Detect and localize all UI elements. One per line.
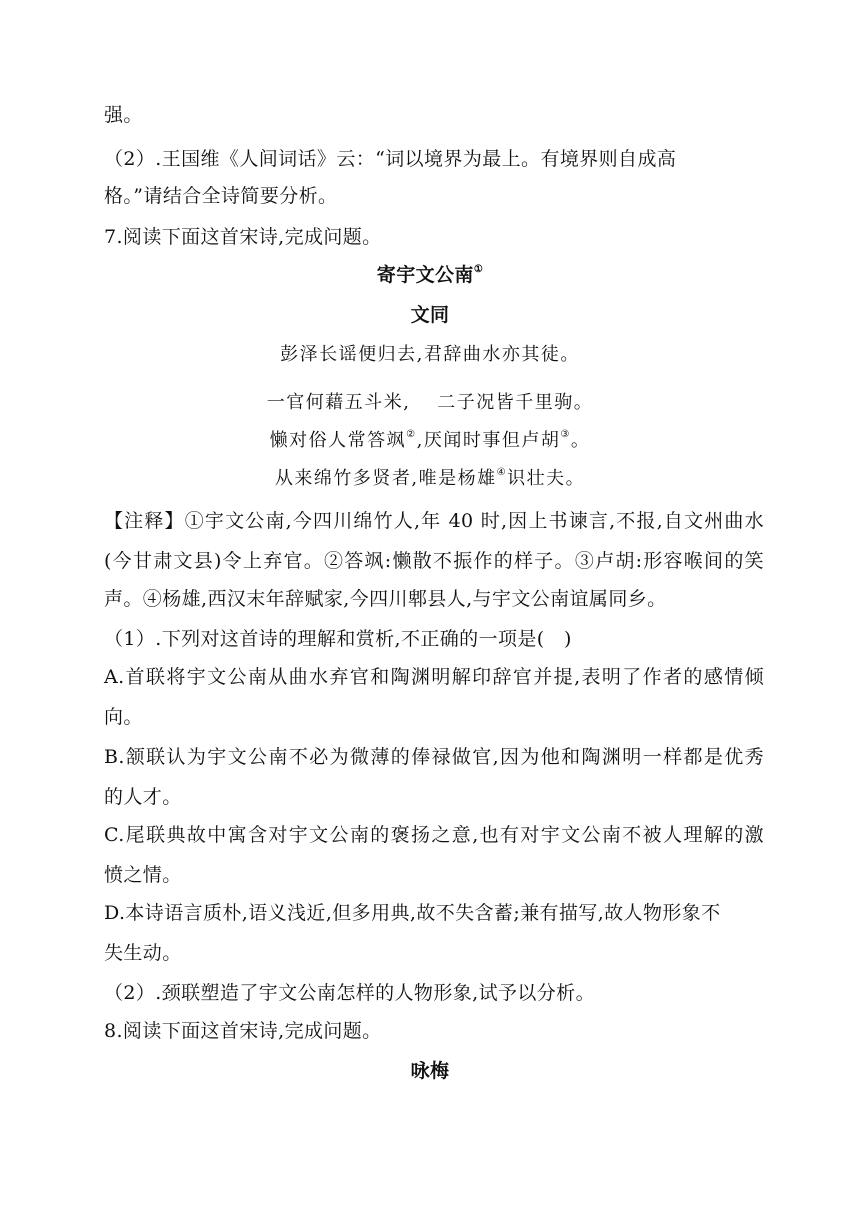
poem-line: 一官何藉五斗米, 二子况皆千里驹。 [266, 392, 594, 413]
poem-line-part: ,厌闻时事但卢胡 [416, 430, 561, 451]
option-d-cont: 失生动。 [104, 942, 182, 964]
annotation-line: 【注释】①宇文公南,今四川绵竹人,年 40 时,因上书谏言,不报,自文州曲水 [104, 510, 764, 532]
annotation-line: (今甘肃文县)令上弃官。②答飒:懒散不振作的样子。③卢胡:形容喉间的笑 [104, 550, 764, 572]
question-7-heading: 7.阅读下面这首宋诗,完成问题。 [104, 226, 382, 248]
text-line: 强。 [104, 104, 143, 126]
poem-title [0, 262, 860, 288]
poem-line-part: 。 [570, 430, 591, 451]
footnote-marker: ② [406, 429, 417, 440]
poem-title: 咏梅 [410, 1060, 450, 1082]
footnote-marker: ③ [560, 429, 571, 440]
question-7-2: （2）.颈联塑造了宇文公南怎样的人物形象,试予以分析。 [104, 982, 595, 1004]
option-a-cont: 向。 [104, 706, 143, 728]
option-a: A.首联将宇文公南从曲水弃官和陶渊明解印辞官并提,表明了作者的感情倾 [104, 666, 764, 688]
poem-title-text: 寄宇文公南 [376, 264, 474, 286]
question-6-2: （2）.王国维《人间词话》云：“词以境界为最上。有境界则自成高 [104, 148, 677, 170]
poem-line-part: 从来绵竹多贤者,唯是杨雄 [274, 468, 497, 489]
option-c-cont: 愤之情。 [104, 864, 182, 886]
footnote-marker: ① [473, 263, 484, 275]
poem-line: 彭泽长谣便归去,君辞曲水亦其徒。 [280, 344, 580, 365]
footnote-marker: ④ [496, 467, 508, 478]
question-8-heading: 8.阅读下面这首宋诗,完成问题。 [104, 1020, 382, 1042]
annotation-line: 声。④杨雄,西汉末年辞赋家,今四川郫县人,与宇文公南谊属同乡。 [104, 588, 667, 610]
poem-line [0, 428, 860, 454]
option-c: C.尾联典故中寓含对宇文公南的褒扬之意,也有对宇文公南不被人理解的激 [104, 824, 764, 846]
poem-author: 文同 [410, 304, 450, 326]
poem-line-part: 识壮夫。 [507, 468, 586, 489]
option-d: D.本诗语言质朴,语义浅近,但多用典,故不失含蓄;兼有描写,故人物形象不 [104, 902, 721, 924]
poem-line-part: 懒对俗人常答飒 [269, 430, 407, 451]
text-line: 格。”请结合全诗简要分析。 [104, 185, 338, 207]
option-b-cont: 的人才。 [104, 786, 182, 808]
option-b: B.颔联认为宇文公南不必为微薄的俸禄做官,因为他和陶渊明一样都是优秀 [104, 746, 764, 768]
question-7-1: （1）.下列对这首诗的理解和赏析,不正确的一项是( ) [104, 628, 572, 650]
poem-line [0, 466, 860, 492]
